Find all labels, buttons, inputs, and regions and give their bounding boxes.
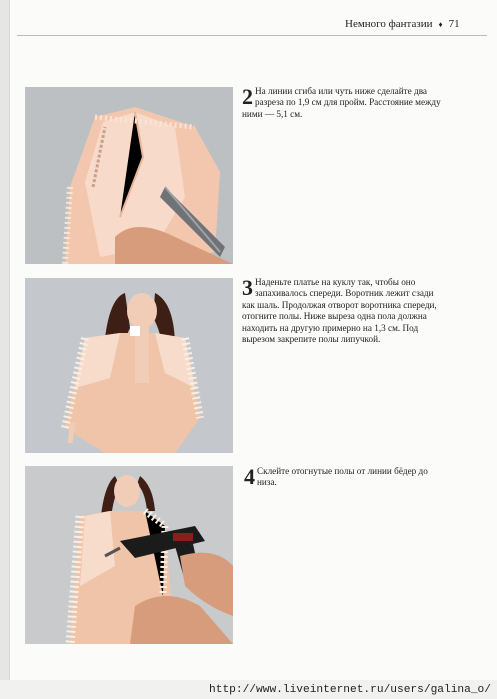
running-header xyxy=(345,14,475,34)
chapter-title: Немного фантазии xyxy=(345,18,433,30)
step-4-number: 4 xyxy=(244,464,255,489)
step-3 xyxy=(242,277,447,345)
page-number: 71 xyxy=(448,18,460,30)
photo-glue-gun xyxy=(25,466,233,644)
photo-cutting-armholes xyxy=(25,87,233,264)
photo-doll-wrapped xyxy=(25,278,233,453)
source-url: http://www.liveinternet.ru/users/galina_o/ xyxy=(209,684,491,696)
step-4 xyxy=(244,466,444,489)
page-gutter xyxy=(0,0,10,699)
step-2-text: На линии сгиба или чуть ниже сделайте два разреза по 1,9 см для пройм. Расстояние между ними — 5,1 см. xyxy=(242,86,441,119)
header-rule xyxy=(17,35,487,36)
step-2-number: 2 xyxy=(242,84,253,109)
step-4-text: Склейте отогнутые полы от линии бёдер до низа. xyxy=(257,466,428,488)
step-3-number: 3 xyxy=(242,275,253,300)
step-2 xyxy=(242,86,442,120)
separator-glyph: ♦ xyxy=(438,19,443,29)
step-3-text: Наденьте платье на куклу так, чтобы оно запахивалось спереди. Воротник лежит сзади как шаль. Продолжая отворот воротника спереди, отогните полы. Ниже выреза одна пола должна находить на другую примерно на 1,3 см. Под вырезом закрепите полы липучкой. xyxy=(242,277,437,345)
